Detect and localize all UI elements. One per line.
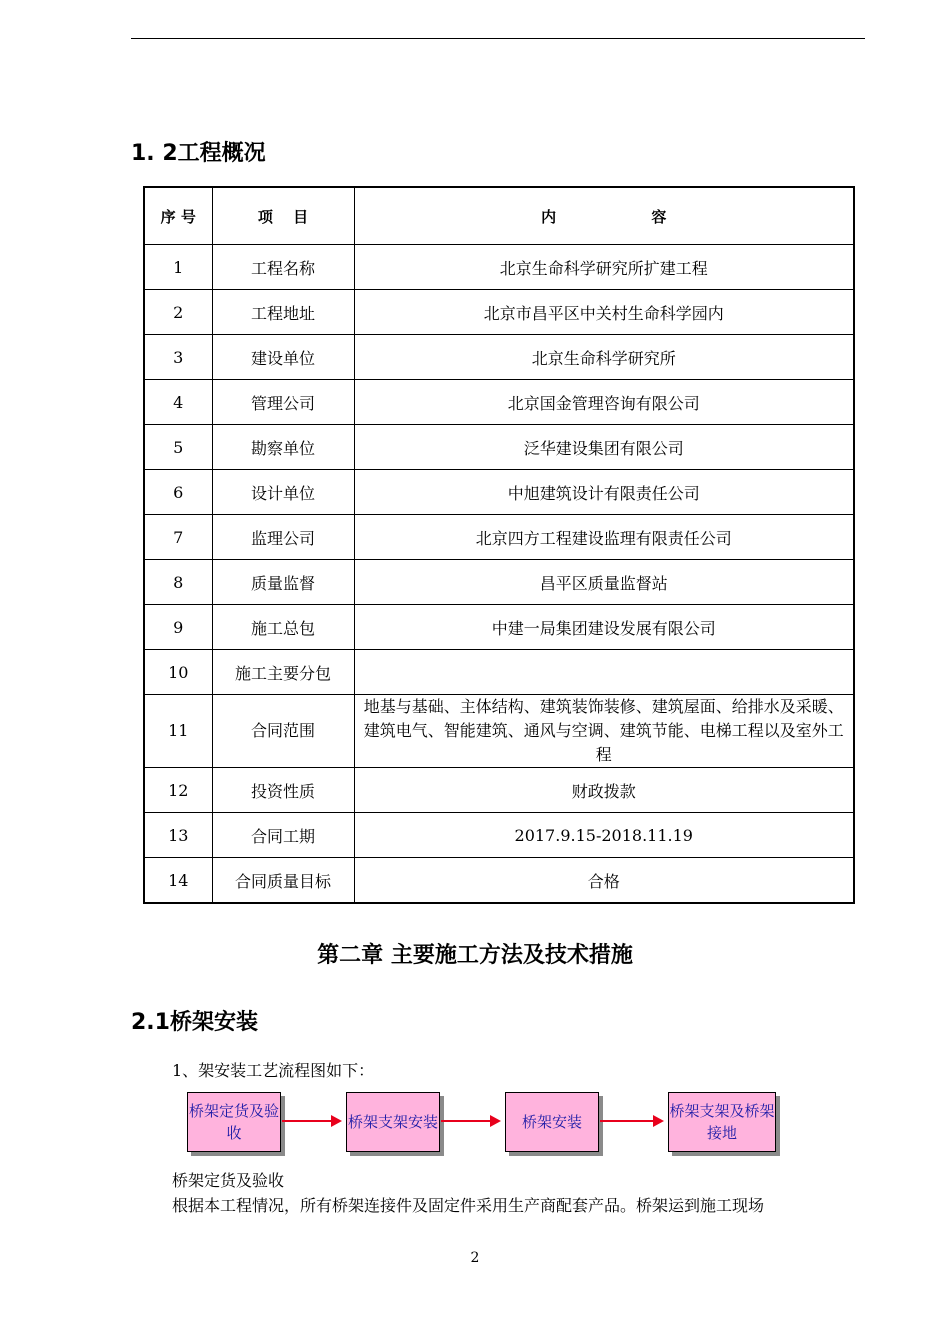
table-row bbox=[144, 425, 854, 470]
cell-no: 13 bbox=[144, 813, 212, 858]
section-heading-2-1: 2.1桥架安装 bbox=[131, 1010, 258, 1035]
cell-no: 2 bbox=[144, 290, 212, 335]
project-overview-table bbox=[143, 186, 855, 904]
cell-content: 财政拨款 bbox=[354, 768, 854, 813]
cell-item: 建设单位 bbox=[212, 335, 354, 380]
table-row bbox=[144, 813, 854, 858]
cell-no: 4 bbox=[144, 380, 212, 425]
cell-item: 勘察单位 bbox=[212, 425, 354, 470]
cell-item: 合同质量目标 bbox=[212, 858, 354, 904]
section-heading-1-2: 1. 2工程概况 bbox=[131, 141, 266, 166]
table-row bbox=[144, 858, 854, 904]
cell-item: 监理公司 bbox=[212, 515, 354, 560]
cell-no: 5 bbox=[144, 425, 212, 470]
cell-no: 9 bbox=[144, 605, 212, 650]
header-rule bbox=[131, 38, 865, 39]
table-row bbox=[144, 650, 854, 695]
flow-step-2: 桥架支架安装 bbox=[346, 1092, 440, 1152]
cell-content: 北京四方工程建设监理有限责任公司 bbox=[354, 515, 854, 560]
cell-no: 1 bbox=[144, 245, 212, 290]
subheading-order-acceptance: 桥架定货及验收 bbox=[172, 1171, 285, 1190]
table-row bbox=[144, 335, 854, 380]
table-row bbox=[144, 380, 854, 425]
cell-content: 中建一局集团建设发展有限公司 bbox=[354, 605, 854, 650]
cell-content: 北京市昌平区中关村生命科学园内 bbox=[354, 290, 854, 335]
cell-item: 工程地址 bbox=[212, 290, 354, 335]
chapter-title: 第二章 主要施工方法及技术措施 bbox=[317, 943, 633, 968]
flow-arrow-2 bbox=[441, 1120, 499, 1122]
header-no: 序 号 bbox=[144, 187, 212, 245]
cell-content: 泛华建设集团有限公司 bbox=[354, 425, 854, 470]
flow-intro: 1、架安装工艺流程图如下： bbox=[172, 1061, 375, 1080]
table-row bbox=[144, 245, 854, 290]
table-row bbox=[144, 695, 854, 768]
cell-no: 6 bbox=[144, 470, 212, 515]
cell-content: 合格 bbox=[354, 858, 854, 904]
cell-item: 施工主要分包 bbox=[212, 650, 354, 695]
cell-item: 合同范围 bbox=[212, 695, 354, 768]
cell-content: 昌平区质量监督站 bbox=[354, 560, 854, 605]
table-row bbox=[144, 470, 854, 515]
table-row bbox=[144, 560, 854, 605]
cell-no: 3 bbox=[144, 335, 212, 380]
cell-no: 11 bbox=[144, 695, 212, 768]
cell-content: 2017.9.15-2018.11.19 bbox=[354, 813, 854, 858]
cell-content: 北京生命科学研究所 bbox=[354, 335, 854, 380]
cell-content: 地基与基础、主体结构、建筑装饰装修、建筑屋面、给排水及采暖、建筑电气、智能建筑、通风与空调、建筑节能、电梯工程以及室外工程 bbox=[354, 695, 854, 768]
cell-content: 北京国金管理咨询有限公司 bbox=[354, 380, 854, 425]
flow-step-1: 桥架定货及验收 bbox=[187, 1092, 281, 1152]
body-paragraph: 根据本工程情况，所有桥架连接件及固定件采用生产商配套产品。桥架运到施工现场 bbox=[172, 1196, 765, 1215]
cell-no: 8 bbox=[144, 560, 212, 605]
cell-item: 设计单位 bbox=[212, 470, 354, 515]
cell-item: 施工总包 bbox=[212, 605, 354, 650]
page-number: 2 bbox=[470, 1250, 480, 1266]
cell-content: 中旭建筑设计有限责任公司 bbox=[354, 470, 854, 515]
cell-content bbox=[354, 650, 854, 695]
table-row bbox=[144, 605, 854, 650]
table-row bbox=[144, 515, 854, 560]
header-item: 项 目 bbox=[212, 187, 354, 245]
table-row bbox=[144, 768, 854, 813]
cell-item: 投资性质 bbox=[212, 768, 354, 813]
cell-item: 合同工期 bbox=[212, 813, 354, 858]
cell-no: 14 bbox=[144, 858, 212, 904]
cell-no: 7 bbox=[144, 515, 212, 560]
flow-step-4: 桥架支架及桥架接地 bbox=[668, 1092, 776, 1152]
cell-no: 12 bbox=[144, 768, 212, 813]
header-content: 内 容 bbox=[354, 187, 854, 245]
flow-step-3: 桥架安装 bbox=[505, 1092, 599, 1152]
flow-arrow-3 bbox=[600, 1120, 662, 1122]
cell-no: 10 bbox=[144, 650, 212, 695]
table-row bbox=[144, 290, 854, 335]
cell-item: 管理公司 bbox=[212, 380, 354, 425]
cell-item: 工程名称 bbox=[212, 245, 354, 290]
cell-content: 北京生命科学研究所扩建工程 bbox=[354, 245, 854, 290]
table-header-row bbox=[144, 187, 854, 245]
cell-item: 质量监督 bbox=[212, 560, 354, 605]
flow-arrow-1 bbox=[282, 1120, 340, 1122]
